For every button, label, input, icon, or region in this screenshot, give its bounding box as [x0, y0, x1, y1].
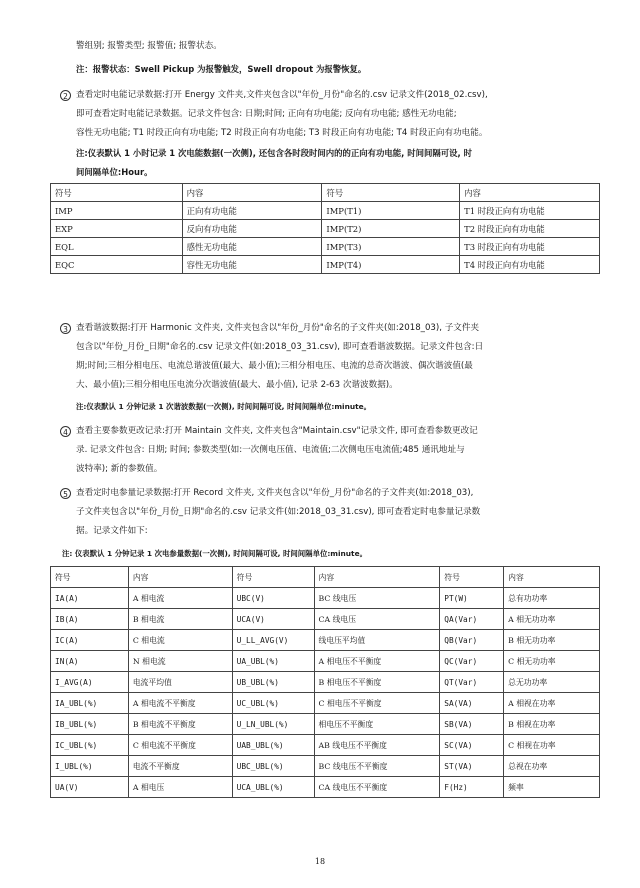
table-cell: B 相视在功率: [504, 714, 600, 735]
table-cell: IMP(T1): [322, 202, 460, 220]
table-row: [51, 714, 600, 735]
table-cell: C 相电流不平衡度: [128, 735, 232, 756]
table-cell: QC(Var): [440, 651, 504, 672]
table-cell: T2 时段正向有功电能: [460, 220, 600, 238]
table-cell: I_AVG(A): [51, 672, 129, 693]
table-cell: SA(VA): [440, 693, 504, 714]
table-cell: C 相视在功率: [504, 735, 600, 756]
table-cell: 总有功功率: [504, 588, 600, 609]
table-cell: QT(Var): [440, 672, 504, 693]
table-cell: 频率: [504, 777, 600, 798]
table-cell: U_LL_AVG(V): [232, 630, 314, 651]
table-cell: CA 线电压不平衡度: [314, 777, 440, 798]
item5-line: 子文件夹包含以"年份_月份_日期"命名的.csv 记录文件(如:2018_03_31.csv), 即可查看定时电参量记录数: [76, 507, 481, 517]
table-header-row: [51, 567, 600, 588]
table-cell: IMP: [51, 202, 183, 220]
table-cell: 电流不平衡度: [128, 756, 232, 777]
item2-line: 查看定时电能记录数据:打开 Energy 文件夹,文件夹包含以"年份_月份"命名的.csv 记录文件(2018_02.csv),: [76, 90, 488, 100]
item5-line: 据。记录文件如下:: [76, 526, 148, 536]
table-row: [51, 220, 600, 238]
energy-note: 注:仪表默认 1 小时记录 1 次电能数据(一次侧), 还包含各时段时间内的的正向有功电能, 时间间隔可设, 时: [76, 148, 472, 158]
table-cell: 容性无功电能: [182, 256, 322, 274]
item-number-5: 5: [60, 488, 71, 499]
table-cell: B 相电压不平衡度: [314, 672, 440, 693]
item4-line: 查看主要参数更改记录:打开 Maintain 文件夹, 文件夹包含"Maintain.csv"记录文件, 即可查看参数更改记: [76, 426, 478, 436]
table-header-row: [51, 184, 600, 202]
table-row: [51, 630, 600, 651]
table-cell: 总视在功率: [504, 756, 600, 777]
table-cell: UA(V): [51, 777, 129, 798]
table-cell: 反向有功电能: [182, 220, 322, 238]
table-cell: EQC: [51, 256, 183, 274]
table-cell: 内容: [128, 567, 232, 588]
page-number: 18: [314, 857, 326, 866]
table-row: [51, 238, 600, 256]
table-cell: A 相电压不平衡度: [314, 651, 440, 672]
item2-line: 容性无功电能; T1 时段正向有功电能; T2 时段正向有功电能; T3 时段正向有功电能; T4 时段正向有功电能。: [76, 128, 488, 138]
table-cell: UBC_UBL(%): [232, 756, 314, 777]
table-cell: IB_UBL(%): [51, 714, 129, 735]
table-cell: AB 线电压不平衡度: [314, 735, 440, 756]
table-cell: C 相无功功率: [504, 651, 600, 672]
table-cell: UAB_UBL(%): [232, 735, 314, 756]
table-cell: QA(Var): [440, 609, 504, 630]
harmonic-note: 注:仪表默认 1 分钟记录 1 次谐波数据(一次侧), 时间间隔可设, 时间间隔单位:minute。: [76, 402, 372, 411]
table-cell: UCA(V): [232, 609, 314, 630]
table-row: [51, 756, 600, 777]
item-number-3: 3: [60, 323, 71, 334]
table-cell: 符号: [322, 184, 460, 202]
table-cell: 内容: [504, 567, 600, 588]
table-cell: 符号: [440, 567, 504, 588]
table-cell: A 相电流不平衡度: [128, 693, 232, 714]
energy-note-cont: 间间隔单位:Hour。: [76, 167, 153, 177]
table-cell: SC(VA): [440, 735, 504, 756]
intro-line: 警组别; 报警类型; 报警值; 报警状态。: [76, 41, 222, 51]
item3-line: 包含以"年份_月份_日期"命名的.csv 记录文件(如:2018_03_31.csv), 即可查看谐波数据。记录文件包含:日: [76, 342, 484, 352]
table-cell: C 相电流: [128, 630, 232, 651]
table-cell: IN(A): [51, 651, 129, 672]
table-row: [51, 693, 600, 714]
table-cell: A 相电流: [128, 588, 232, 609]
table-cell: UB_UBL(%): [232, 672, 314, 693]
table-row: [51, 256, 600, 274]
item5-line: 查看定时电参量记录数据:打开 Record 文件夹, 文件夹包含以"年份_月份"命名的子文件夹(如:2018_03),: [76, 488, 474, 498]
table-cell: 电流平均值: [128, 672, 232, 693]
table-cell: BC 线电压: [314, 588, 440, 609]
table-cell: IC_UBL(%): [51, 735, 129, 756]
table-cell: BC 线电压不平衡度: [314, 756, 440, 777]
table-cell: CA 线电压: [314, 609, 440, 630]
table-cell: PT(W): [440, 588, 504, 609]
table-cell: EQL: [51, 238, 183, 256]
table-cell: 符号: [232, 567, 314, 588]
table-cell: A 相无功功率: [504, 609, 600, 630]
table-row: [51, 609, 600, 630]
table-cell: 感性无功电能: [182, 238, 322, 256]
record-table: [50, 566, 600, 798]
table-cell: U_LN_UBL(%): [232, 714, 314, 735]
table-cell: UA_UBL(%): [232, 651, 314, 672]
item4-line: 波特率); 新的参数值。: [76, 464, 163, 474]
table-cell: 相电压不平衡度: [314, 714, 440, 735]
table-cell: T3 时段正向有功电能: [460, 238, 600, 256]
table-cell: F(Hz): [440, 777, 504, 798]
table-cell: UBC(V): [232, 588, 314, 609]
table-cell: 符号: [51, 184, 183, 202]
record-note: 注: 仪表默认 1 分钟记录 1 次电参量数据(一次侧), 时间间隔可设, 时间间隔单位:minute。: [62, 549, 367, 558]
table-cell: ST(VA): [440, 756, 504, 777]
item3-line: 期;时间;三相分相电压、电流总谐波值(最大、最小值);三相分相电压、电流的总奇次谐波、偶次谐波值(最: [76, 361, 473, 371]
table-cell: 符号: [51, 567, 129, 588]
table-cell: IA(A): [51, 588, 129, 609]
table-cell: A 相电压: [128, 777, 232, 798]
table-cell: A 相视在功率: [504, 693, 600, 714]
table-cell: 总无功功率: [504, 672, 600, 693]
table-cell: I_UBL(%): [51, 756, 129, 777]
table-cell: C 相电压不平衡度: [314, 693, 440, 714]
energy-table: [50, 183, 600, 274]
table-cell: B 相无功功率: [504, 630, 600, 651]
table-row: [51, 202, 600, 220]
table-cell: T4 时段正向有功电能: [460, 256, 600, 274]
table-cell: SB(VA): [440, 714, 504, 735]
table-cell: IB(A): [51, 609, 129, 630]
table-cell: T1 时段正向有功电能: [460, 202, 600, 220]
table-cell: QB(Var): [440, 630, 504, 651]
table-cell: 内容: [182, 184, 322, 202]
item4-line: 录. 记录文件包含: 日期; 时间; 参数类型(如:一次侧电压值、电流值;二次侧电压电流值;485 通讯地址与: [76, 445, 465, 455]
table-cell: EXP: [51, 220, 183, 238]
table-row: [51, 651, 600, 672]
table-cell: 内容: [460, 184, 600, 202]
table-cell: N 相电流: [128, 651, 232, 672]
item-number-4: 4: [60, 426, 71, 437]
table-cell: 线电压平均值: [314, 630, 440, 651]
item3-line: 大、最小值);三相分相电压电流分次谐波值(最大、最小值), 记录 2-63 次谐波数据)。: [76, 380, 398, 390]
table-row: [51, 588, 600, 609]
table-cell: IMP(T4): [322, 256, 460, 274]
table-cell: 内容: [314, 567, 440, 588]
table-cell: B 相电流不平衡度: [128, 714, 232, 735]
alarm-status-note: 注：报警状态：Swell Pickup 为报警触发，Swell dropout 为报警恢复。: [76, 64, 367, 74]
table-row: [51, 735, 600, 756]
table-cell: UCA_UBL(%): [232, 777, 314, 798]
table-cell: UC_UBL(%): [232, 693, 314, 714]
item3-line: 查看谐波数据:打开 Harmonic 文件夹, 文件夹包含以"年份_月份"命名的子文件夹(如:2018_03), 子文件夹: [76, 323, 480, 333]
item-number-2: 2: [60, 90, 71, 101]
table-cell: IC(A): [51, 630, 129, 651]
item2-line: 即可查看定时电能记录数据。记录文件包含: 日期;时间; 正向有功电能; 反向有功电能; 感性无功电能;: [76, 109, 457, 119]
table-cell: IMP(T2): [322, 220, 460, 238]
table-row: [51, 777, 600, 798]
table-cell: IMP(T3): [322, 238, 460, 256]
table-cell: B 相电流: [128, 609, 232, 630]
table-row: [51, 672, 600, 693]
table-cell: IA_UBL(%): [51, 693, 129, 714]
table-cell: 正向有功电能: [182, 202, 322, 220]
